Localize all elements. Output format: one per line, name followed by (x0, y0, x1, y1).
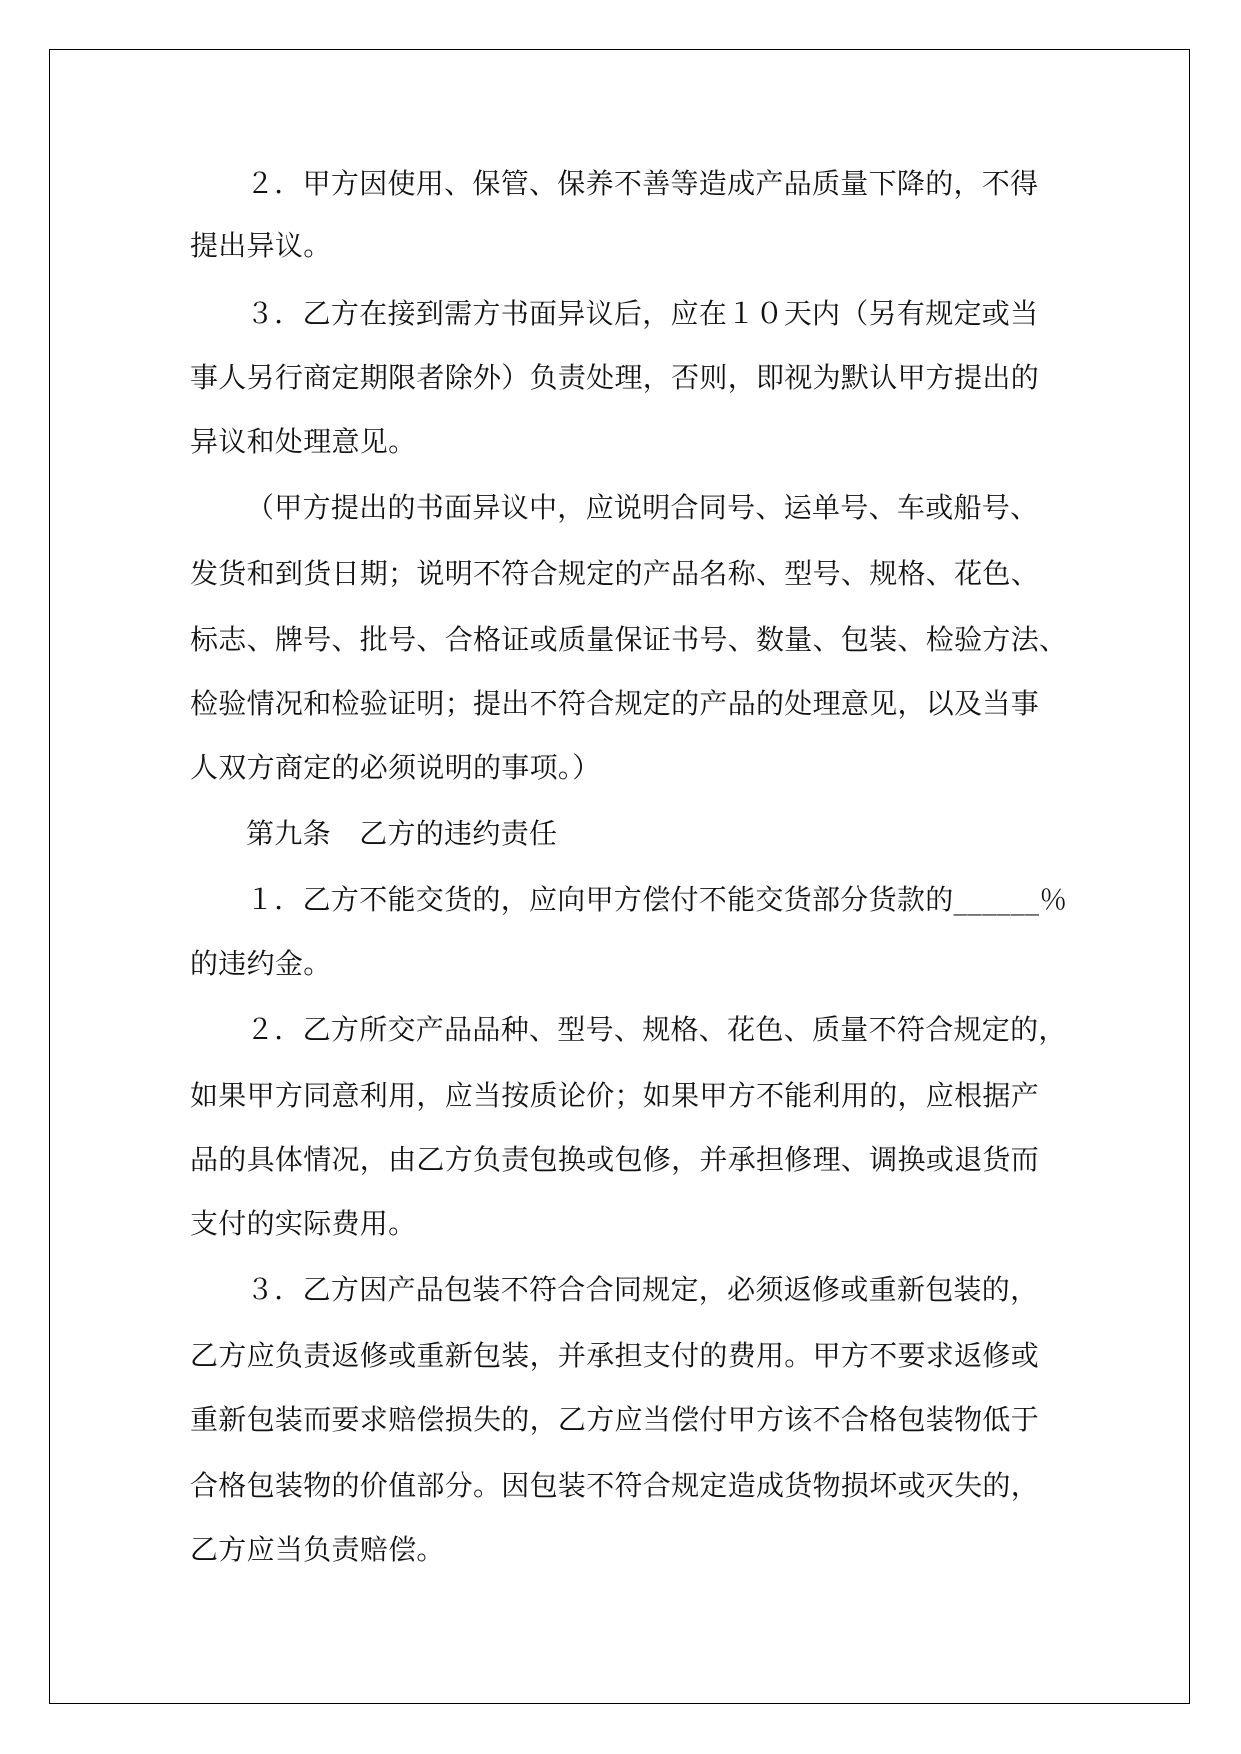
paragraph-line: 异议和处理意见。 (190, 425, 417, 458)
paragraph-line: 支付的实际费用。 (190, 1207, 417, 1240)
paragraph-line: 标志、牌号、批号、合格证或质量保证书号、数量、包装、检验方法、 (190, 623, 1068, 656)
paragraph-line: 乙方应当负责赔偿。 (190, 1533, 445, 1566)
paragraph-line: ２．甲方因使用、保管、保养不善等造成产品质量下降的，不得 (246, 167, 1039, 200)
paragraph-line: 合格包装物的价值部分。因包装不符合规定造成货物损坏或灭失的， (190, 1469, 1040, 1502)
paragraph-line: ３．乙方因产品包装不符合合同规定，必须返修或重新包装的， (246, 1273, 1039, 1306)
paragraph-line: ２．乙方所交产品品种、型号、规格、花色、质量不符合规定的， (246, 1013, 1067, 1046)
paragraph-line: 发货和到货日期；说明不符合规定的产品名称、型号、规格、花色、 (190, 557, 1040, 590)
paragraph-line: 事人另行商定期限者除外）负责处理，否则，即视为默认甲方提出的 (190, 361, 1040, 394)
section-heading: 第九条 乙方的违约责任 (246, 817, 558, 850)
paragraph-line: 乙方应负责返修或重新包装，并承担支付的费用。甲方不要求返修或 (190, 1339, 1040, 1372)
paragraph-line: 人双方商定的必须说明的事项。） (190, 751, 601, 784)
paragraph-line: １．乙方不能交货的，应向甲方偿付不能交货部分货款的______％ (246, 883, 1068, 916)
paragraph-line: （甲方提出的书面异议中，应说明合同号、运单号、车或船号、 (246, 491, 1039, 524)
paragraph-line: 的违约金。 (190, 947, 332, 980)
paragraph-line: 提出异议。 (190, 229, 332, 262)
paragraph-line: 品的具体情况，由乙方负责包换或包修，并承担修理、调换或退货而 (190, 1143, 1040, 1176)
paragraph-line: 如果甲方同意利用，应当按质论价；如果甲方不能利用的，应根据产 (190, 1079, 1040, 1112)
paragraph-line: 重新包装而要求赔偿损失的，乙方应当偿付甲方该不合格包装物低于 (190, 1403, 1040, 1436)
paragraph-line: 检验情况和检验证明；提出不符合规定的产品的处理意见，以及当事 (190, 687, 1040, 720)
paragraph-line: ３．乙方在接到需方书面异议后，应在１０天内（另有规定或当 (246, 297, 1039, 330)
